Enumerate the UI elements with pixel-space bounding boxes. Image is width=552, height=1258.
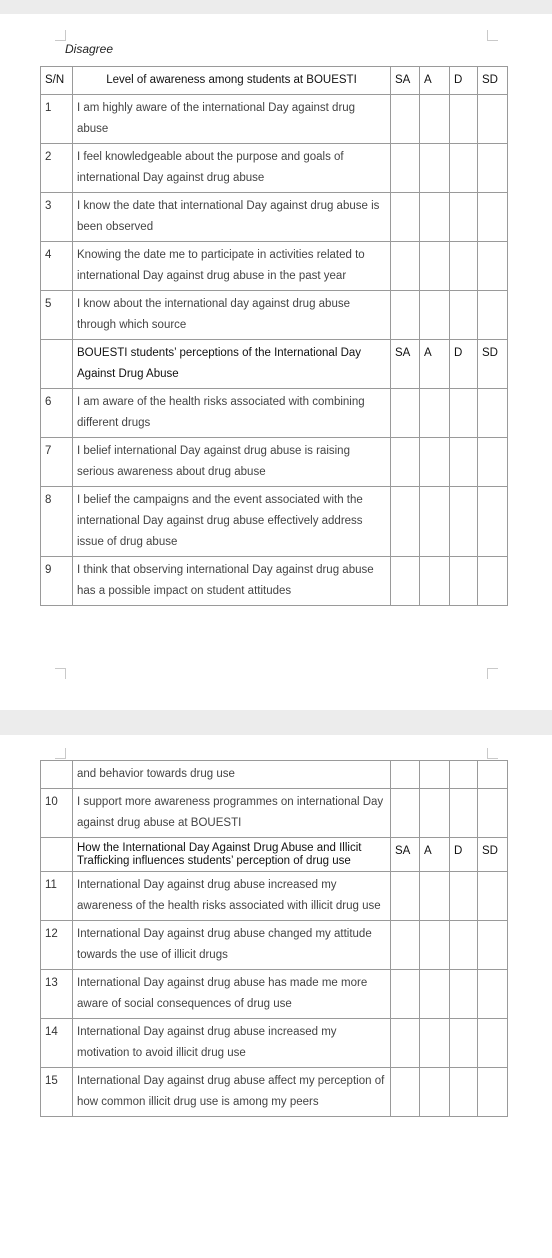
cell-a — [420, 95, 450, 144]
table-row-continuation — [41, 761, 508, 789]
table-row — [41, 1019, 508, 1068]
cell-d — [450, 761, 478, 789]
cell-d — [450, 872, 478, 921]
row-number: 10 — [41, 789, 73, 838]
row-number: 12 — [41, 921, 73, 970]
row-number-empty — [41, 761, 73, 789]
cell-sd — [478, 438, 508, 487]
cell-sd — [478, 789, 508, 838]
cell-a — [420, 193, 450, 242]
row-statement: International Day against drug abuse changed my attitude towards the use of illicit drugs — [73, 921, 391, 970]
row-number: 13 — [41, 970, 73, 1019]
header-a: A — [420, 838, 450, 872]
header-d: D — [450, 838, 478, 872]
cell-d — [450, 1068, 478, 1117]
cell-a — [420, 242, 450, 291]
row-statement: I know the date that international Day against drug abuse is been observed — [73, 193, 391, 242]
row-statement: International Day against drug abuse increased my motivation to avoid illicit drug use — [73, 1019, 391, 1068]
header-sd: SD — [478, 340, 508, 389]
cell-d — [450, 242, 478, 291]
table-row — [41, 487, 508, 557]
cell-d — [450, 487, 478, 557]
table-header-row — [41, 67, 508, 95]
cell-a — [420, 557, 450, 606]
cell-d — [450, 144, 478, 193]
cell-d — [450, 95, 478, 144]
header-a: A — [420, 340, 450, 389]
cell-sa — [391, 557, 420, 606]
header-sd: SD — [478, 67, 508, 95]
header-a: A — [420, 67, 450, 95]
table-row — [41, 789, 508, 838]
cell-sa — [391, 95, 420, 144]
cell-sd — [478, 872, 508, 921]
row-statement: I support more awareness programmes on international Day against drug abuse at BOUESTI — [73, 789, 391, 838]
row-number: 3 — [41, 193, 73, 242]
cell-a — [420, 789, 450, 838]
cell-d — [450, 389, 478, 438]
table-row — [41, 970, 508, 1019]
cell-sd — [478, 761, 508, 789]
header-sa: SA — [391, 340, 420, 389]
section-header-row — [41, 340, 508, 389]
row-number: 5 — [41, 291, 73, 340]
cell-sd — [478, 193, 508, 242]
cell-sa — [391, 193, 420, 242]
document-page-2 — [0, 735, 552, 1258]
page-corner-mark — [487, 748, 498, 759]
cell-sd — [478, 242, 508, 291]
row-statement: I am highly aware of the international Day against drug abuse — [73, 95, 391, 144]
cell-sa — [391, 1068, 420, 1117]
cell-a — [420, 291, 450, 340]
cell-sa — [391, 761, 420, 789]
page-corner-mark — [487, 668, 498, 679]
row-statement: International Day against drug abuse affect my perception of how common illicit drug use is among my peers — [73, 1068, 391, 1117]
cell-sa — [391, 487, 420, 557]
section-sn-empty — [41, 838, 73, 872]
cell-d — [450, 921, 478, 970]
cell-a — [420, 487, 450, 557]
section-title: How the International Day Against Drug Abuse and Illicit Trafficking influences students’ perception of drug use — [73, 838, 391, 872]
cell-sd — [478, 291, 508, 340]
row-number: 7 — [41, 438, 73, 487]
row-statement: I think that observing international Day against drug abuse has a possible impact on student attitudes — [73, 557, 391, 606]
document-page-1 — [0, 14, 552, 710]
table-row — [41, 144, 508, 193]
table-row — [41, 389, 508, 438]
row-number: 11 — [41, 872, 73, 921]
cell-d — [450, 789, 478, 838]
cell-sa — [391, 789, 420, 838]
section-title: BOUESTI students’ perceptions of the International Day Against Drug Abuse — [73, 340, 391, 389]
cell-sd — [478, 144, 508, 193]
cell-a — [420, 970, 450, 1019]
row-statement: I belief the campaigns and the event associated with the international Day against drug abuse effectively address issue of drug abuse — [73, 487, 391, 557]
cell-d — [450, 1019, 478, 1068]
cell-sd — [478, 1019, 508, 1068]
row-statement: I belief international Day against drug abuse is raising serious awareness about drug abuse — [73, 438, 391, 487]
cell-sa — [391, 389, 420, 438]
cell-sd — [478, 389, 508, 438]
header-sd: SD — [478, 838, 508, 872]
table-row — [41, 242, 508, 291]
row-statement: I am aware of the health risks associated with combining different drugs — [73, 389, 391, 438]
table-row — [41, 557, 508, 606]
cell-sd — [478, 487, 508, 557]
cell-d — [450, 291, 478, 340]
cell-a — [420, 761, 450, 789]
header-statement: Level of awareness among students at BOUESTI — [73, 67, 391, 95]
cell-sa — [391, 872, 420, 921]
cell-a — [420, 1019, 450, 1068]
cell-d — [450, 557, 478, 606]
cell-sa — [391, 144, 420, 193]
cell-a — [420, 921, 450, 970]
page-corner-mark — [487, 30, 498, 41]
survey-table-page-2 — [40, 760, 508, 1117]
cell-sd — [478, 970, 508, 1019]
cell-sa — [391, 1019, 420, 1068]
cell-a — [420, 1068, 450, 1117]
cell-sa — [391, 291, 420, 340]
section-header-row — [41, 838, 508, 872]
row-statement: Knowing the date me to participate in activities related to international Day against drug abuse in the past year — [73, 242, 391, 291]
cell-sd — [478, 557, 508, 606]
row-number: 9 — [41, 557, 73, 606]
row-number: 1 — [41, 95, 73, 144]
row-number: 6 — [41, 389, 73, 438]
header-sa: SA — [391, 67, 420, 95]
cell-a — [420, 144, 450, 193]
cell-sa — [391, 921, 420, 970]
header-d: D — [450, 340, 478, 389]
row-number: 2 — [41, 144, 73, 193]
page-corner-mark — [55, 668, 66, 679]
table-row — [41, 95, 508, 144]
row-number: 15 — [41, 1068, 73, 1117]
row-statement: International Day against drug abuse has made me more aware of social consequences of drug use — [73, 970, 391, 1019]
cell-d — [450, 970, 478, 1019]
page-corner-mark — [55, 748, 66, 759]
cell-sd — [478, 1068, 508, 1117]
header-sa: SA — [391, 838, 420, 872]
table-row — [41, 1068, 508, 1117]
table-row — [41, 921, 508, 970]
table-row — [41, 872, 508, 921]
cell-a — [420, 389, 450, 438]
row-statement-continuation: and behavior towards drug use — [73, 761, 391, 789]
cell-sd — [478, 95, 508, 144]
row-number: 4 — [41, 242, 73, 291]
row-number: 8 — [41, 487, 73, 557]
row-number: 14 — [41, 1019, 73, 1068]
header-d: D — [450, 67, 478, 95]
cell-a — [420, 438, 450, 487]
row-statement: I know about the international day against drug abuse through which source — [73, 291, 391, 340]
cell-sa — [391, 970, 420, 1019]
row-statement: I feel knowledgeable about the purpose and goals of international Day against drug abuse — [73, 144, 391, 193]
cell-sa — [391, 242, 420, 291]
section-sn-empty — [41, 340, 73, 389]
table-row — [41, 193, 508, 242]
carried-over-text: Disagree — [65, 42, 114, 56]
row-statement: International Day against drug abuse increased my awareness of the health risks associated with illicit drug use — [73, 872, 391, 921]
table-row — [41, 291, 508, 340]
page-corner-mark — [55, 30, 66, 41]
table-row — [41, 438, 508, 487]
cell-d — [450, 193, 478, 242]
cell-a — [420, 872, 450, 921]
header-sn: S/N — [41, 67, 73, 95]
cell-sa — [391, 438, 420, 487]
cell-sd — [478, 921, 508, 970]
cell-d — [450, 438, 478, 487]
survey-table-page-1 — [40, 66, 508, 606]
